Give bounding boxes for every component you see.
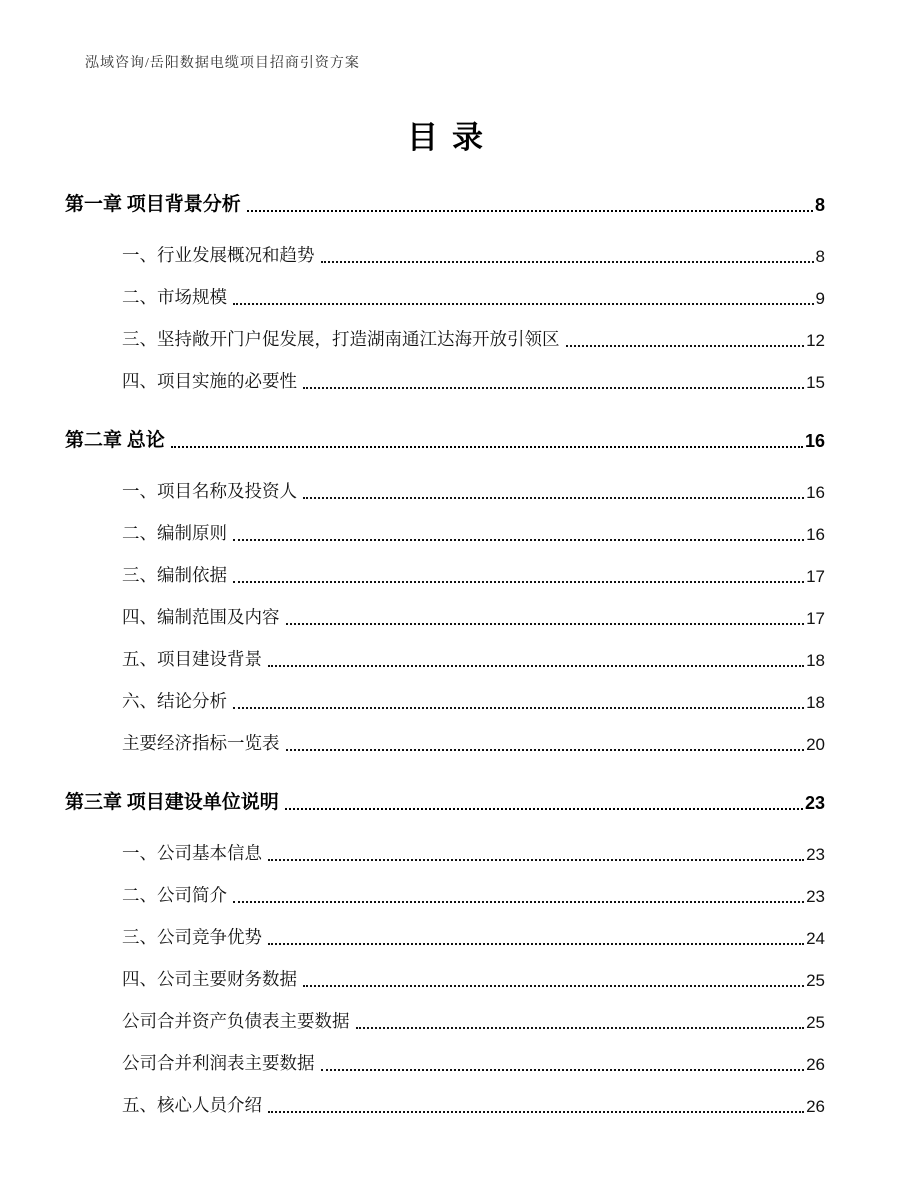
toc-item-row[interactable] (65, 957, 825, 999)
toc-item-label: 一、行业发展概况和趋势 (122, 245, 315, 265)
toc-item-row[interactable] (65, 275, 825, 317)
toc-item-label: 二、市场规模 (122, 287, 227, 307)
dot-leader (321, 261, 814, 263)
toc-item-row[interactable] (65, 679, 825, 721)
document-header: 泓域咨询/岳阳数据电缆项目招商引资方案 (85, 56, 360, 71)
toc-page-number: 9 (815, 289, 825, 308)
toc-page-number: 18 (806, 651, 825, 670)
toc-item-label: 四、编制范围及内容 (122, 607, 280, 627)
toc-item-row[interactable] (65, 469, 825, 511)
toc-item-label: 五、项目建设背景 (122, 649, 262, 669)
dot-leader (233, 707, 804, 709)
dot-leader (268, 859, 804, 861)
toc-item-label: 主要经济指标一览表 (122, 733, 280, 753)
toc-item-label: 三、坚持敞开门户促发展，打造湖南通江达海开放引领区 (122, 329, 560, 349)
toc-page-number: 23 (804, 793, 825, 813)
toc-item-label: 公司合并资产负债表主要数据 (122, 1011, 350, 1031)
dot-leader (286, 623, 805, 625)
dot-leader (303, 497, 804, 499)
dot-leader (171, 446, 803, 448)
toc-page-number: 17 (806, 609, 825, 628)
toc-page-number: 18 (806, 693, 825, 712)
toc-page-number: 8 (814, 195, 825, 215)
toc (65, 177, 825, 1125)
toc-item-row[interactable] (65, 721, 825, 763)
toc-chapter-row[interactable] (65, 177, 825, 225)
toc-item-label: 一、项目名称及投资人 (122, 481, 297, 501)
dot-leader (566, 345, 805, 347)
toc-page-number: 23 (806, 845, 825, 864)
toc-item-row[interactable] (65, 233, 825, 275)
toc-page-number: 26 (806, 1097, 825, 1116)
toc-item-row[interactable] (65, 831, 825, 873)
toc-page-number: 16 (806, 483, 825, 502)
dot-leader (356, 1027, 805, 1029)
dot-leader (247, 210, 813, 212)
toc-item-label: 三、编制依据 (122, 565, 227, 585)
toc-chapter-row[interactable] (65, 775, 825, 823)
toc-page-number: 16 (806, 525, 825, 544)
toc-item-row[interactable] (65, 1083, 825, 1125)
toc-item-row[interactable] (65, 553, 825, 595)
toc-page-number: 12 (806, 331, 825, 350)
toc-item-row[interactable] (65, 511, 825, 553)
dot-leader (268, 943, 804, 945)
toc-item-row[interactable] (65, 873, 825, 915)
toc-item-row[interactable] (65, 637, 825, 679)
toc-item-row[interactable] (65, 1041, 825, 1083)
toc-page-number: 20 (806, 735, 825, 754)
dot-leader (233, 303, 814, 305)
toc-page-number: 16 (804, 431, 825, 451)
toc-chapter-label: 第三章 项目建设单位说明 (65, 792, 279, 813)
dot-leader (268, 665, 804, 667)
toc-chapter-row[interactable] (65, 413, 825, 461)
toc-item-label: 三、公司竞争优势 (122, 927, 262, 947)
toc-item-label: 二、编制原则 (122, 523, 227, 543)
toc-page-number: 15 (806, 373, 825, 392)
dot-leader (286, 749, 805, 751)
toc-item-row[interactable] (65, 915, 825, 957)
toc-page-number: 24 (806, 929, 825, 948)
toc-page-number: 25 (806, 971, 825, 990)
toc-item-label: 二、公司简介 (122, 885, 227, 905)
toc-item-label: 五、核心人员介绍 (122, 1095, 262, 1115)
toc-item-row[interactable] (65, 595, 825, 637)
toc-page-number: 17 (806, 567, 825, 586)
dot-leader (303, 985, 804, 987)
toc-chapter-label: 第一章 项目背景分析 (65, 194, 241, 215)
toc-item-label: 六、结论分析 (122, 691, 227, 711)
toc-page-number: 26 (806, 1055, 825, 1074)
toc-item-row[interactable] (65, 317, 825, 359)
toc-page-number: 25 (806, 1013, 825, 1032)
dot-leader (233, 581, 804, 583)
toc-item-row[interactable] (65, 359, 825, 401)
dot-leader (321, 1069, 805, 1071)
dot-leader (233, 901, 804, 903)
toc-item-label: 四、项目实施的必要性 (122, 371, 297, 391)
toc-chapter-label: 第二章 总论 (65, 430, 165, 451)
toc-page-number: 8 (815, 247, 825, 266)
toc-item-label: 四、公司主要财务数据 (122, 969, 297, 989)
toc-item-label: 公司合并利润表主要数据 (122, 1053, 315, 1073)
dot-leader (233, 539, 804, 541)
toc-item-row[interactable] (65, 999, 825, 1041)
dot-leader (303, 387, 804, 389)
page-title: 目录 (407, 120, 497, 155)
toc-item-label: 一、公司基本信息 (122, 843, 262, 863)
toc-page-number: 23 (806, 887, 825, 906)
dot-leader (268, 1111, 804, 1113)
dot-leader (285, 808, 803, 810)
